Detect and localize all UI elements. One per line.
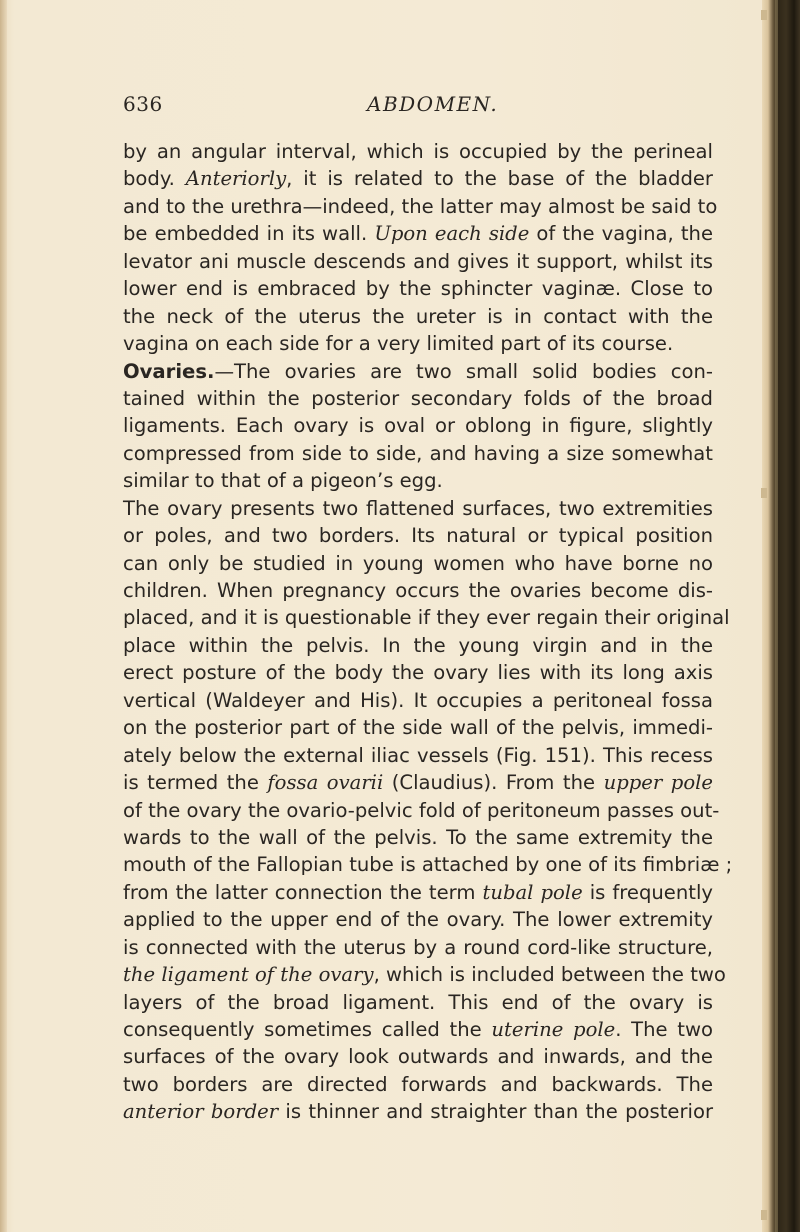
text-run: placed, and it is questionable if they ever regain their original xyxy=(123,606,730,630)
text-line xyxy=(123,550,713,577)
text-line xyxy=(123,275,713,302)
text-run: levator ani muscle descends and gives it support, whilst its xyxy=(123,249,713,273)
text-run: and to the urethra—indeed, the latter may almost be said to xyxy=(123,194,718,218)
body-text xyxy=(123,138,733,1126)
text-run: children. When pregnancy occurs the ovaries become dis- xyxy=(123,579,713,602)
text-run: can only be studied in young women who have borne no xyxy=(123,551,713,575)
text-line xyxy=(123,495,713,522)
text-line xyxy=(123,632,713,659)
text-run: on the posterior part of the side wall of the pelvis, immedi- xyxy=(123,716,713,740)
gutter-mark xyxy=(761,10,767,20)
text-run: two borders are directed forwards and backwards. The xyxy=(123,1072,713,1096)
text-run: ately below the external iliac vessels (Fig. 151). This recess xyxy=(123,743,713,767)
text-line xyxy=(123,358,713,385)
text-run: of the ovary the ovario-pelvic fold of peritoneum passes out- xyxy=(123,798,720,822)
text-run: be embedded in its wall. xyxy=(123,222,375,246)
text-run: mouth of the Fallopian tube is attached by one of its fimbriæ ; xyxy=(123,853,733,877)
text-line xyxy=(123,440,713,467)
text-line xyxy=(123,467,713,494)
text-line xyxy=(123,742,713,769)
italic-term: uterine pole xyxy=(491,1018,616,1041)
text-line xyxy=(123,303,713,330)
text-line xyxy=(123,989,713,1016)
page-header xyxy=(123,92,703,122)
text-run: the neck of the uterus the ureter is in contact with the xyxy=(123,304,713,328)
text-run: The ovary presents two flattened surfaces, two extremities xyxy=(123,496,713,520)
text-run: vertical (Waldeyer and His). It occupies a peritoneal fossa xyxy=(123,688,713,712)
italic-term: upper pole xyxy=(603,771,713,795)
text-run: by an angular interval, which is occupied by the perineal xyxy=(123,140,713,163)
italic-term: tubal pole xyxy=(482,880,583,904)
running-title: ABDOMEN. xyxy=(367,92,499,116)
italic-term: Anteriorly xyxy=(185,167,287,191)
text-line xyxy=(123,769,713,796)
text-line xyxy=(123,577,713,604)
gutter-line xyxy=(775,0,778,1232)
text-run: , it is related to the base of the bladder xyxy=(286,167,713,191)
text-run: vagina on each side for a very limited part of its course. xyxy=(123,332,674,356)
text-line xyxy=(123,879,713,906)
italic-term: the ligament of the ovary xyxy=(123,963,374,987)
text-run: lower end is embraced by the sphincter vaginæ. Close to xyxy=(123,277,713,301)
text-line xyxy=(123,934,713,961)
text-line xyxy=(123,248,713,275)
italic-term: anterior border xyxy=(123,1100,279,1124)
text-run: consequently sometimes called the xyxy=(123,1018,492,1041)
text-run: tained within the posterior secondary folds of the broad xyxy=(123,386,713,410)
text-run: or poles, and two borders. Its natural or typical position xyxy=(123,524,713,548)
text-line xyxy=(123,824,713,851)
italic-term: Upon each side xyxy=(374,222,530,246)
text-line xyxy=(123,1098,713,1125)
text-run: , which is included between the two xyxy=(373,963,726,987)
text-line xyxy=(123,193,718,220)
text-line xyxy=(123,659,713,686)
book-gutter xyxy=(762,0,800,1232)
text-line xyxy=(123,1071,713,1098)
text-run: ligaments. Each ovary is oval or oblong in figure, slightly xyxy=(123,414,713,438)
text-run: erect posture of the body the ovary lies with its long axis xyxy=(123,661,713,685)
text-run: is connected with the uterus by a round cord-like structure, xyxy=(123,935,713,959)
text-run: similar to that of a pigeon’s egg. xyxy=(123,469,443,493)
text-run: wards to the wall of the pelvis. To the same extremity the xyxy=(123,825,713,849)
text-line xyxy=(123,138,713,165)
text-line xyxy=(123,604,730,631)
text-line xyxy=(123,961,726,988)
text-line xyxy=(123,412,713,439)
text-line xyxy=(123,851,733,878)
text-run: of the vagina, the xyxy=(529,222,714,246)
text-run: body. xyxy=(123,167,186,191)
text-line xyxy=(123,1016,713,1043)
text-run: surfaces of the ovary look outwards and inwards, and the xyxy=(123,1045,713,1069)
text-line xyxy=(123,385,713,412)
text-run: is thinner and straighter than the posterior xyxy=(278,1100,713,1124)
text-run: . The two xyxy=(615,1018,714,1041)
text-line xyxy=(123,220,713,247)
text-line xyxy=(123,1043,713,1070)
text-run: compressed from side to side, and having a size somewhat xyxy=(123,441,713,465)
text-line xyxy=(123,522,713,549)
text-line xyxy=(123,797,720,824)
text-line xyxy=(123,906,713,933)
italic-term: fossa ovarii xyxy=(267,771,384,795)
text-run: is frequently xyxy=(582,880,713,904)
text-line xyxy=(123,165,713,192)
page-left-edge xyxy=(0,0,7,1232)
text-run: (Claudius). From the xyxy=(383,771,604,795)
text-run: —The ovaries are two small solid bodies con- xyxy=(214,359,713,383)
text-run: is termed the xyxy=(123,771,268,795)
gutter-mark xyxy=(761,1210,767,1220)
page-number: 636 xyxy=(123,92,163,116)
text-line xyxy=(123,330,713,357)
text-run: applied to the upper end of the ovary. The lower extremity xyxy=(123,908,713,932)
text-line xyxy=(123,714,713,741)
text-run: from the latter connection the term xyxy=(123,880,483,904)
text-run: layers of the broad ligament. This end of the ovary is xyxy=(123,990,713,1014)
text-run: place within the pelvis. In the young virgin and in the xyxy=(123,633,713,657)
section-heading: Ovaries. xyxy=(123,359,215,383)
gutter-mark xyxy=(761,488,767,498)
text-line xyxy=(123,687,713,714)
